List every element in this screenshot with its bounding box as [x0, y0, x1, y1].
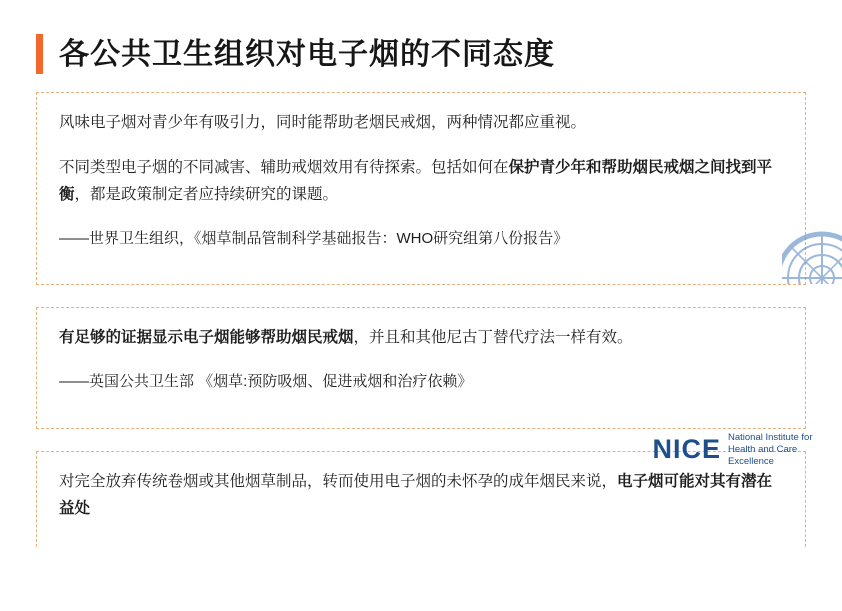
quote-run: 对完全放弃传统卷烟或其他烟草制品，转而使用电子烟的未怀孕的成年烟民来说，: [59, 473, 618, 490]
page-title-row: [36, 0, 806, 92]
quote-run: 风味电子烟对青少年有吸引力，同时能帮助老烟民戒烟，两种情况都应重视。: [59, 114, 587, 131]
quote-run: ，并且和其他尼古丁替代疗法一样有效。: [353, 329, 633, 346]
quote-run: ，都是政策制定者应持续研究的课题。: [74, 186, 339, 204]
nice-logo: [652, 432, 838, 468]
quote-paragraph: [59, 468, 783, 522]
quote-run: 不同类型电子烟的不同减害、辅助戒烟效用有待探索。包括如何在: [59, 159, 509, 177]
title-accent-bar: [36, 34, 43, 74]
quote-run-bold: 保护青少年和帮助烟民戒烟之间找到平衡: [59, 159, 773, 204]
quote-card-who: [36, 92, 806, 285]
quote-paragraph: [59, 109, 783, 136]
quote-paragraph: [59, 154, 783, 208]
page-title: 各公共卫生组织对电子烟的不同态度: [59, 37, 555, 71]
quote-run-bold: 有足够的证据显示电子烟能够帮助烟民戒烟: [59, 329, 354, 346]
quote-paragraph: [59, 324, 783, 351]
quote-source: ——世界卫生组织，《烟草制品管制科学基础报告：WHO研究组第八份报告》: [59, 230, 569, 248]
nice-wordmark: NICE: [652, 434, 721, 465]
quote-source: ——英国公共卫生部 《烟草:预防吸烟、促进戒烟和治疗依赖》: [59, 373, 473, 391]
nice-subtitle: National Institute for Health and Care Excellence: [728, 432, 813, 467]
quote-run-bold: 电子烟可能对其有潜在益处: [59, 473, 773, 518]
quote-card-phe: [36, 307, 806, 429]
